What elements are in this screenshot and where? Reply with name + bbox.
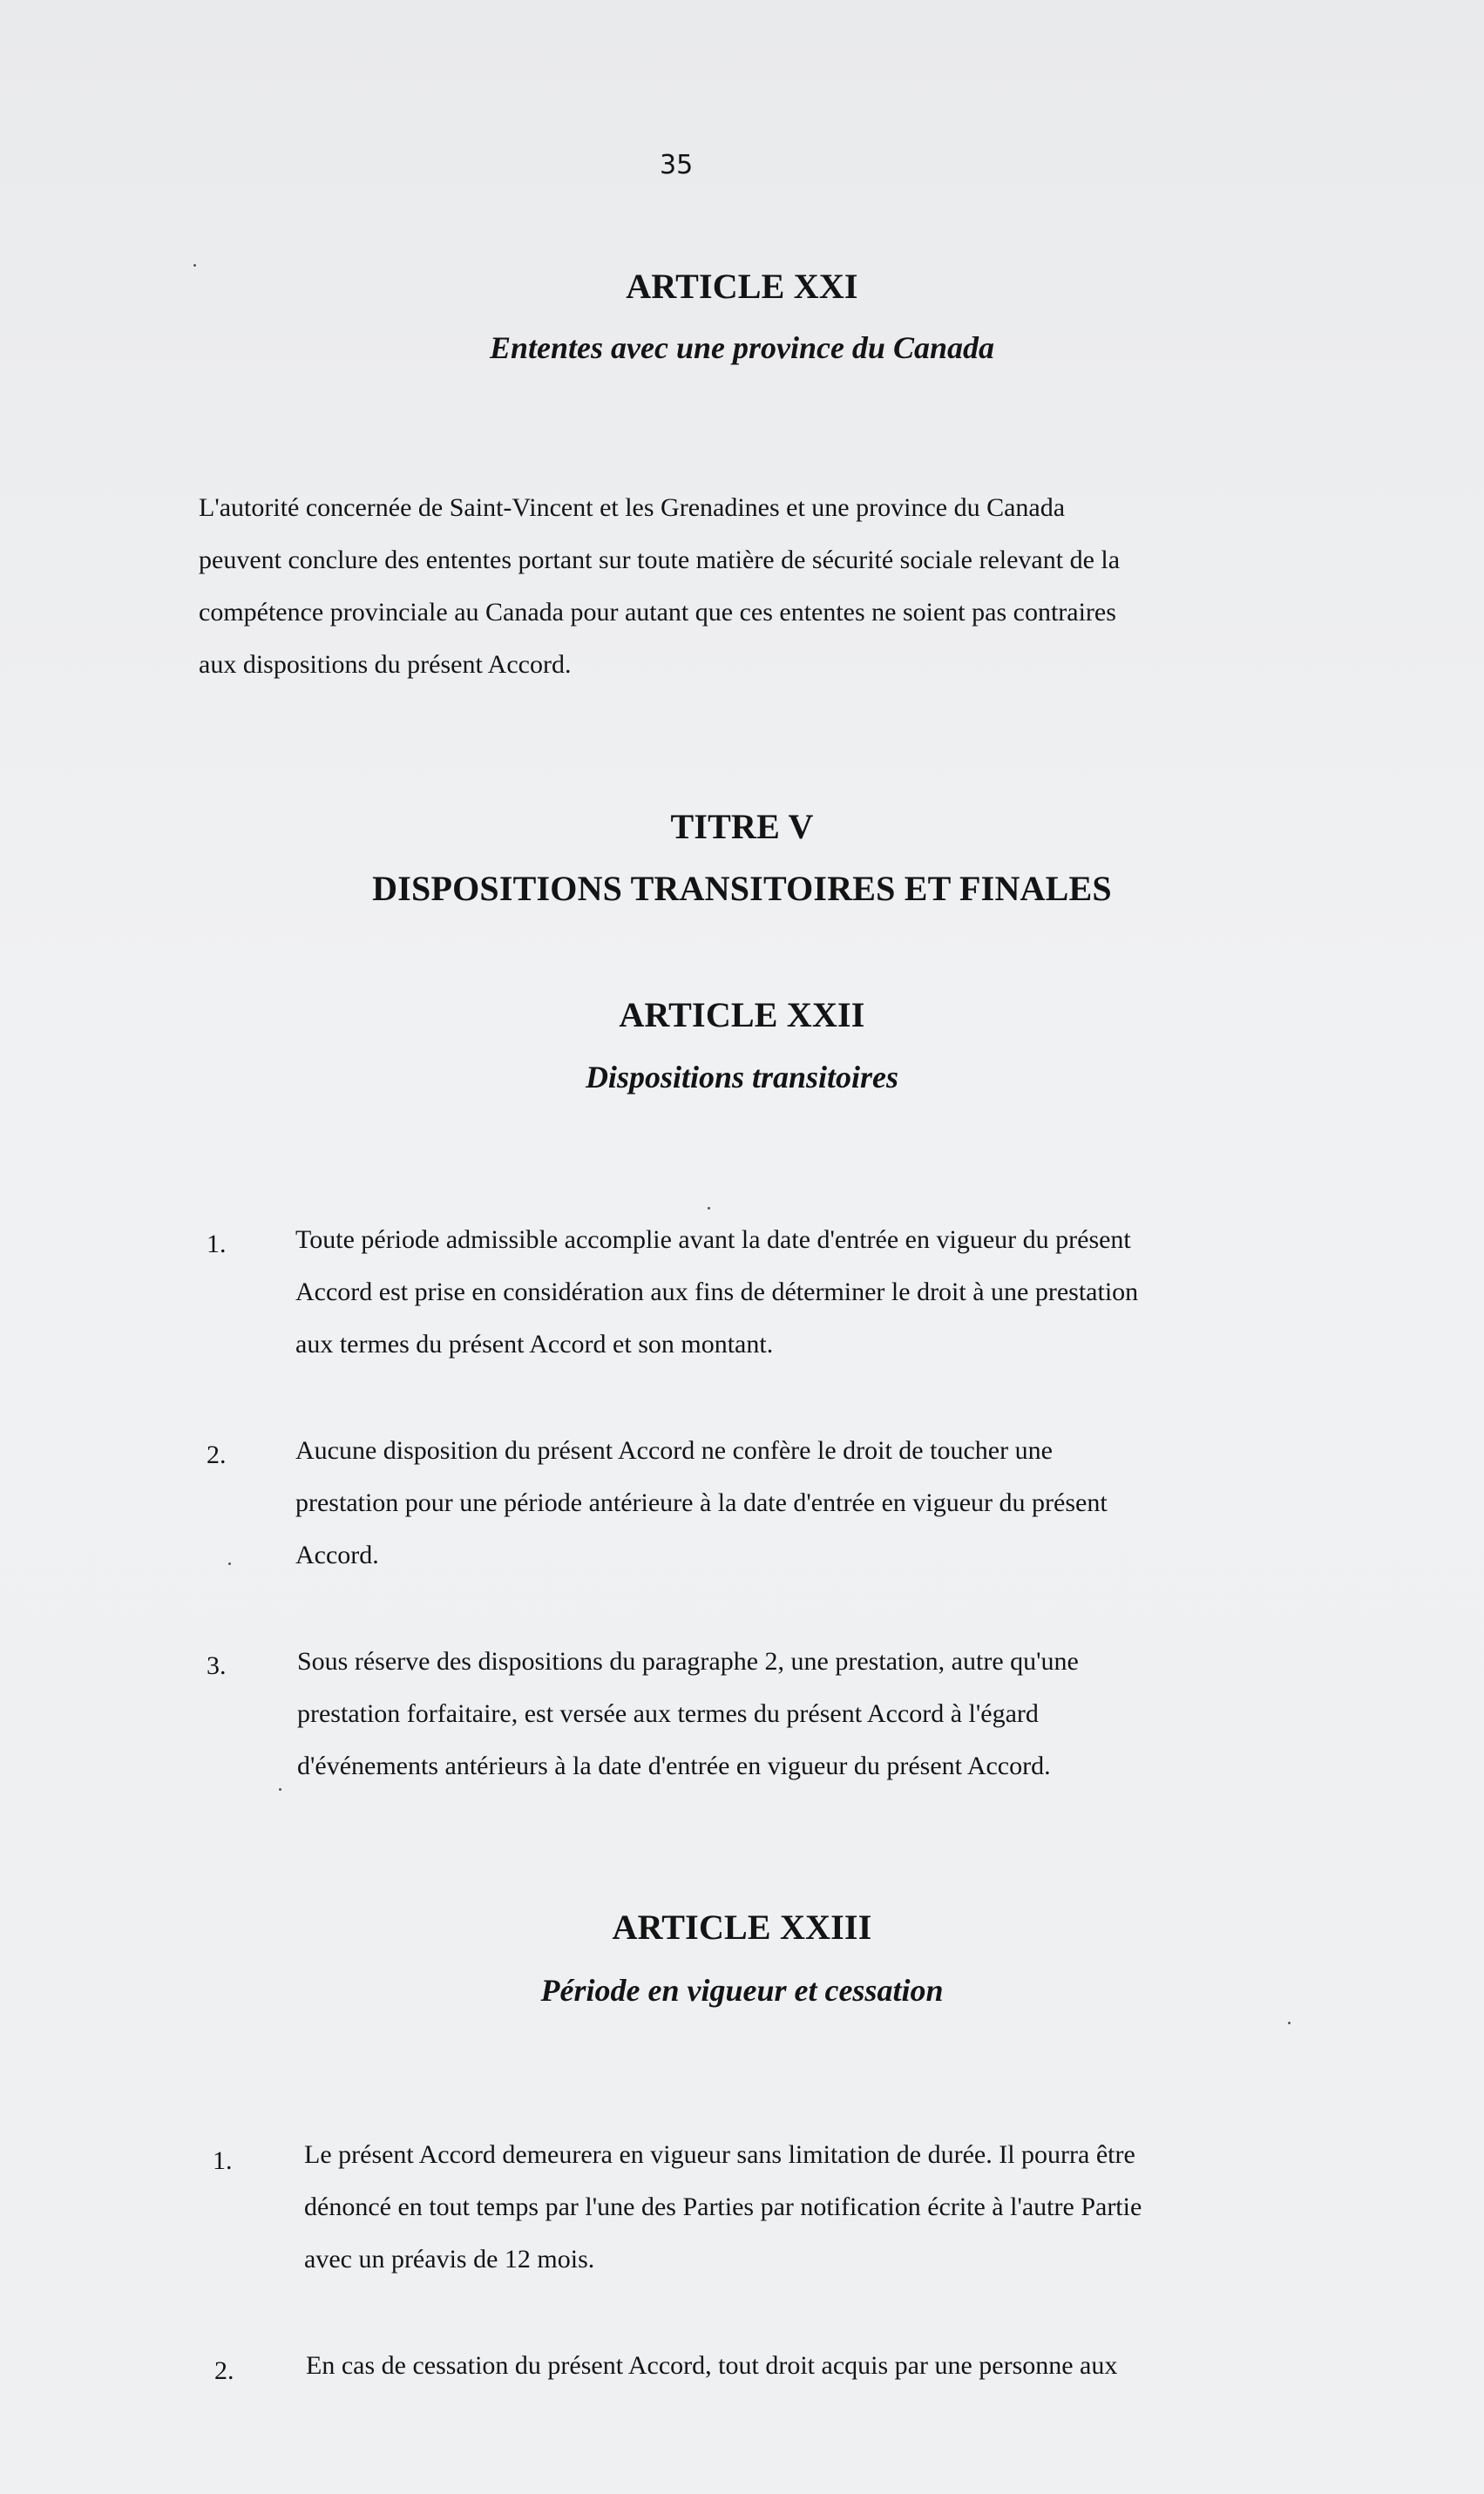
article-23-item-2 [306,2340,1117,2392]
dust-speck [193,264,196,267]
item-number: 1. [213,2146,233,2175]
article-22-heading: ARTICLE XXII [619,995,865,1034]
paragraph-line: aux termes du présent Accord et son montant. [295,1330,774,1359]
dust-speck [228,1562,231,1565]
paragraph-line: avec un préavis de 12 mois. [304,2245,595,2274]
paragraph-line: Le présent Accord demeurera en vigueur sans limitation de durée. Il pourra être [304,2140,1135,2169]
article-22-item-3 [297,1636,1079,1793]
paragraph-line: Accord. [295,1541,379,1569]
article-22-item-2 [295,1425,1108,1582]
article-21-paragraph [199,482,1120,691]
show-through-text: ​ [286,272,288,302]
article-23-heading: ARTICLE XXIII [612,1908,872,1947]
paragraph-line: prestation forfaitaire, est versée aux termes du présent Accord à l'égard [297,1699,1039,1728]
item-number: 2. [207,1440,227,1469]
article-21-subheading: Ententes avec une province du Canada [489,330,994,365]
page-number: 35 [660,150,694,180]
paragraph-line: d'événements antérieurs à la date d'entrée en vigueur du présent Accord. [297,1752,1051,1780]
article-21-heading: ARTICLE XXI [626,267,858,306]
paragraph-line: aux dispositions du présent Accord. [199,650,572,679]
paragraph-line: prestation pour une période antérieure à la date d'entrée en vigueur du présent [295,1488,1108,1517]
titre-v-heading: TITRE V [670,807,814,846]
paragraph-line: Aucune disposition du présent Accord ne confère le droit de toucher une [295,1436,1053,1465]
dust-speck [1288,2022,1291,2024]
article-22-subheading: Dispositions transitoires [585,1060,899,1095]
paragraph-line: Sous réserve des dispositions du paragraphe 2, une prestation, autre qu'une [297,1647,1079,1676]
paragraph-line: En cas de cessation du présent Accord, tout droit acquis par une personne aux [306,2351,1118,2380]
paragraph-line: compétence provinciale au Canada pour autant que ces ententes ne soient pas contraires [199,598,1116,627]
dust-speck [708,1207,710,1210]
paragraph-line: dénoncé en tout temps par l'une des Parties par notification écrite à l'autre Partie [304,2192,1142,2221]
titre-v-subheading: DISPOSITIONS TRANSITOIRES ET FINALES [372,869,1112,908]
paragraph-line: peuvent conclure des ententes portant sur toute matière de sécurité sociale relevant de la [199,546,1121,574]
paragraph-line: L'autorité concernée de Saint-Vincent et les Grenadines et une province du Canada [199,493,1066,522]
item-number: 3. [207,1651,227,1680]
item-number: 1. [207,1230,227,1258]
article-23-item-1 [304,2129,1142,2286]
paragraph-line: Accord est prise en considération aux fins de déterminer le droit à une prestation [295,1277,1139,1306]
article-23-subheading: Période en vigueur et cessation [540,1973,944,2008]
dust-speck [279,1788,281,1791]
paragraph-line: Toute période admissible accomplie avant la date d'entrée en vigueur du présent [295,1225,1131,1254]
article-22-item-1 [295,1214,1138,1371]
item-number: 2. [214,2356,234,2385]
